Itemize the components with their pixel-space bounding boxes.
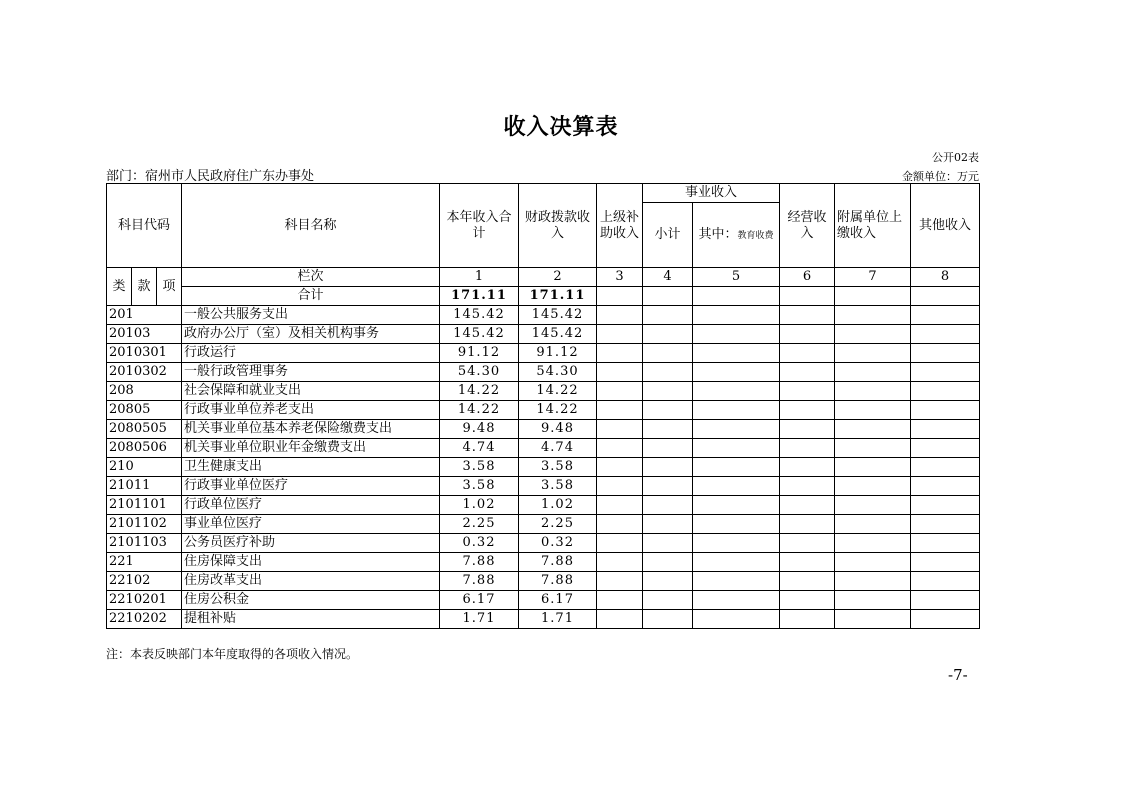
col-num-8: 8 xyxy=(911,268,980,287)
footnote: 注：本表反映部门本年度取得的各项收入情况。 xyxy=(106,647,359,661)
empty-cell xyxy=(597,420,643,439)
empty-cell xyxy=(911,382,980,401)
empty-cell xyxy=(597,458,643,477)
empty-cell xyxy=(597,439,643,458)
row-total: 14.22 xyxy=(440,401,519,420)
row-total: 0.32 xyxy=(440,534,519,553)
row-total: 14.22 xyxy=(440,382,519,401)
empty-cell xyxy=(643,572,693,591)
row-fiscal: 1.71 xyxy=(519,610,597,629)
empty-cell xyxy=(597,496,643,515)
row-code: 2101101 xyxy=(107,496,182,515)
empty-cell xyxy=(911,572,980,591)
header-upper: 上级补助收入 xyxy=(597,184,643,268)
row-total: 6.17 xyxy=(440,591,519,610)
empty-cell xyxy=(693,287,780,306)
total-row-total: 171.11 xyxy=(440,287,519,306)
table-row xyxy=(107,477,980,496)
empty-cell xyxy=(693,572,780,591)
header-education-fee: 教育收费 xyxy=(737,230,774,241)
row-name: 行政单位医疗 xyxy=(182,496,440,515)
empty-cell xyxy=(835,401,911,420)
row-fiscal: 14.22 xyxy=(519,401,597,420)
header-subtotal: 小计 xyxy=(643,203,693,268)
row-total: 91.12 xyxy=(440,344,519,363)
table-row xyxy=(107,382,980,401)
empty-cell xyxy=(693,344,780,363)
empty-cell xyxy=(693,439,780,458)
empty-cell xyxy=(597,306,643,325)
row-total: 145.42 xyxy=(440,306,519,325)
row-code: 221 xyxy=(107,553,182,572)
row-total: 3.58 xyxy=(440,458,519,477)
empty-cell xyxy=(780,496,835,515)
row-name: 一般公共服务支出 xyxy=(182,306,440,325)
row-fiscal: 145.42 xyxy=(519,325,597,344)
empty-cell xyxy=(911,534,980,553)
empty-cell xyxy=(597,591,643,610)
row-fiscal: 7.88 xyxy=(519,572,597,591)
row-fiscal: 7.88 xyxy=(519,553,597,572)
empty-cell xyxy=(911,363,980,382)
page-number: -7- xyxy=(948,666,968,684)
row-fiscal: 91.12 xyxy=(519,344,597,363)
header-code: 科目代码 xyxy=(107,184,182,268)
empty-cell xyxy=(597,477,643,496)
empty-cell xyxy=(693,477,780,496)
row-fiscal: 6.17 xyxy=(519,591,597,610)
empty-cell xyxy=(693,496,780,515)
empty-cell xyxy=(911,477,980,496)
row-code: 2101102 xyxy=(107,515,182,534)
table-row xyxy=(107,439,980,458)
col-num-2: 2 xyxy=(519,268,597,287)
table-row xyxy=(107,363,980,382)
empty-cell xyxy=(643,458,693,477)
empty-cell xyxy=(643,306,693,325)
empty-cell xyxy=(911,610,980,629)
header-other: 其他收入 xyxy=(911,184,980,268)
row-name: 行政运行 xyxy=(182,344,440,363)
empty-cell xyxy=(643,610,693,629)
table-row xyxy=(107,325,980,344)
empty-cell xyxy=(643,477,693,496)
row-name: 住房公积金 xyxy=(182,591,440,610)
empty-cell xyxy=(597,553,643,572)
empty-cell xyxy=(780,572,835,591)
row-name: 卫生健康支出 xyxy=(182,458,440,477)
empty-cell xyxy=(911,515,980,534)
empty-cell xyxy=(780,401,835,420)
header-section: 款 xyxy=(132,268,157,306)
row-code: 201 xyxy=(107,306,182,325)
row-total: 145.42 xyxy=(440,325,519,344)
row-total: 3.58 xyxy=(440,477,519,496)
table-row xyxy=(107,534,980,553)
empty-cell xyxy=(911,496,980,515)
row-total: 54.30 xyxy=(440,363,519,382)
empty-cell xyxy=(693,534,780,553)
empty-cell xyxy=(597,534,643,553)
empty-cell xyxy=(693,458,780,477)
total-row-label: 合计 xyxy=(182,287,440,306)
empty-cell xyxy=(835,382,911,401)
row-name: 提租补贴 xyxy=(182,610,440,629)
empty-cell xyxy=(597,344,643,363)
empty-cell xyxy=(835,363,911,382)
col-num-5: 5 xyxy=(693,268,780,287)
row-name: 一般行政管理事务 xyxy=(182,363,440,382)
row-total: 4.74 xyxy=(440,439,519,458)
table-row xyxy=(107,344,980,363)
empty-cell xyxy=(780,325,835,344)
header-class: 类 xyxy=(107,268,132,306)
unit-label: 金额单位：万元 xyxy=(902,170,979,183)
row-name: 公务员医疗补助 xyxy=(182,534,440,553)
row-total: 9.48 xyxy=(440,420,519,439)
empty-cell xyxy=(693,401,780,420)
empty-cell xyxy=(911,325,980,344)
empty-cell xyxy=(835,591,911,610)
header-total: 本年收入合计 xyxy=(440,184,519,268)
header-operating: 经营收入 xyxy=(780,184,835,268)
empty-cell xyxy=(780,382,835,401)
empty-cell xyxy=(835,344,911,363)
row-name: 住房改革支出 xyxy=(182,572,440,591)
empty-cell xyxy=(643,515,693,534)
col-num-3: 3 xyxy=(597,268,643,287)
empty-cell xyxy=(780,344,835,363)
empty-cell xyxy=(911,420,980,439)
empty-cell xyxy=(911,401,980,420)
row-name: 事业单位医疗 xyxy=(182,515,440,534)
header-item: 项 xyxy=(157,268,182,306)
table-row xyxy=(107,553,980,572)
empty-cell xyxy=(780,420,835,439)
empty-cell xyxy=(597,382,643,401)
row-code: 208 xyxy=(107,382,182,401)
empty-cell xyxy=(597,515,643,534)
header-column-no: 栏次 xyxy=(182,268,440,287)
table-row xyxy=(107,401,980,420)
header-affiliated: 附属单位上缴收入 xyxy=(835,184,911,268)
empty-cell xyxy=(643,382,693,401)
row-code: 2010302 xyxy=(107,363,182,382)
department-label: 部门：宿州市人民政府住广东办事处 xyxy=(106,169,315,184)
row-code: 210 xyxy=(107,458,182,477)
row-total: 7.88 xyxy=(440,553,519,572)
empty-cell xyxy=(597,610,643,629)
empty-cell xyxy=(835,287,911,306)
empty-cell xyxy=(643,534,693,553)
row-fiscal: 4.74 xyxy=(519,439,597,458)
table-row xyxy=(107,306,980,325)
empty-cell xyxy=(835,306,911,325)
row-code: 21011 xyxy=(107,477,182,496)
empty-cell xyxy=(780,287,835,306)
row-total: 2.25 xyxy=(440,515,519,534)
empty-cell xyxy=(911,439,980,458)
row-fiscal: 3.58 xyxy=(519,458,597,477)
empty-cell xyxy=(835,477,911,496)
table-row xyxy=(107,496,980,515)
row-fiscal: 1.02 xyxy=(519,496,597,515)
empty-cell xyxy=(643,401,693,420)
income-table xyxy=(106,183,980,629)
total-row-fiscal: 171.11 xyxy=(519,287,597,306)
col-num-4: 4 xyxy=(643,268,693,287)
empty-cell xyxy=(597,401,643,420)
empty-cell xyxy=(597,363,643,382)
empty-cell xyxy=(643,363,693,382)
row-code: 2080506 xyxy=(107,439,182,458)
empty-cell xyxy=(780,439,835,458)
header-fiscal: 财政拨款收入 xyxy=(519,184,597,268)
row-name: 机关事业单位基本养老保险缴费支出 xyxy=(182,420,440,439)
empty-cell xyxy=(780,591,835,610)
empty-cell xyxy=(780,515,835,534)
empty-cell xyxy=(643,553,693,572)
row-total: 1.71 xyxy=(440,610,519,629)
empty-cell xyxy=(643,591,693,610)
table-row xyxy=(107,458,980,477)
table-row xyxy=(107,610,980,629)
empty-cell xyxy=(597,572,643,591)
row-code: 2101103 xyxy=(107,534,182,553)
row-fiscal: 2.25 xyxy=(519,515,597,534)
empty-cell xyxy=(643,325,693,344)
row-name: 社会保障和就业支出 xyxy=(182,382,440,401)
empty-cell xyxy=(911,344,980,363)
empty-cell xyxy=(780,534,835,553)
empty-cell xyxy=(597,287,643,306)
empty-cell xyxy=(780,363,835,382)
row-total: 7.88 xyxy=(440,572,519,591)
col-num-7: 7 xyxy=(835,268,911,287)
empty-cell xyxy=(835,553,911,572)
table-row xyxy=(107,420,980,439)
empty-cell xyxy=(835,610,911,629)
row-fiscal: 54.30 xyxy=(519,363,597,382)
row-name: 行政事业单位医疗 xyxy=(182,477,440,496)
empty-cell xyxy=(780,458,835,477)
row-fiscal: 3.58 xyxy=(519,477,597,496)
header-name: 科目名称 xyxy=(182,184,440,268)
row-total: 1.02 xyxy=(440,496,519,515)
page-title: 收入决算表 xyxy=(503,115,619,140)
empty-cell xyxy=(911,306,980,325)
empty-cell xyxy=(911,458,980,477)
row-name: 住房保障支出 xyxy=(182,553,440,572)
empty-cell xyxy=(693,382,780,401)
empty-cell xyxy=(693,515,780,534)
empty-cell xyxy=(693,363,780,382)
empty-cell xyxy=(693,591,780,610)
empty-cell xyxy=(693,420,780,439)
form-number: 公开02表 xyxy=(932,151,979,164)
empty-cell xyxy=(835,572,911,591)
empty-cell xyxy=(693,306,780,325)
row-fiscal: 0.32 xyxy=(519,534,597,553)
empty-cell xyxy=(693,325,780,344)
row-code: 2010301 xyxy=(107,344,182,363)
empty-cell xyxy=(643,439,693,458)
empty-cell xyxy=(835,439,911,458)
row-fiscal: 14.22 xyxy=(519,382,597,401)
empty-cell xyxy=(780,610,835,629)
row-fiscal: 145.42 xyxy=(519,306,597,325)
empty-cell xyxy=(835,496,911,515)
empty-cell xyxy=(597,325,643,344)
empty-cell xyxy=(911,591,980,610)
empty-cell xyxy=(835,458,911,477)
empty-cell xyxy=(643,496,693,515)
table-row xyxy=(107,515,980,534)
row-fiscal: 9.48 xyxy=(519,420,597,439)
header-business: 事业收入 xyxy=(643,184,780,203)
header-of-which: 其中： xyxy=(698,226,738,242)
table-row xyxy=(107,572,980,591)
empty-cell xyxy=(780,477,835,496)
empty-cell xyxy=(643,287,693,306)
table-row xyxy=(107,591,980,610)
empty-cell xyxy=(643,344,693,363)
empty-cell xyxy=(693,610,780,629)
row-code: 20805 xyxy=(107,401,182,420)
row-code: 20103 xyxy=(107,325,182,344)
row-name: 行政事业单位养老支出 xyxy=(182,401,440,420)
col-num-1: 1 xyxy=(440,268,519,287)
col-num-6: 6 xyxy=(780,268,835,287)
row-code: 2210201 xyxy=(107,591,182,610)
row-code: 2210202 xyxy=(107,610,182,629)
empty-cell xyxy=(835,420,911,439)
row-code: 22102 xyxy=(107,572,182,591)
empty-cell xyxy=(835,515,911,534)
empty-cell xyxy=(693,553,780,572)
empty-cell xyxy=(780,553,835,572)
row-name: 机关事业单位职业年金缴费支出 xyxy=(182,439,440,458)
row-code: 2080505 xyxy=(107,420,182,439)
empty-cell xyxy=(780,306,835,325)
empty-cell xyxy=(835,325,911,344)
empty-cell xyxy=(911,287,980,306)
header-education xyxy=(693,203,780,268)
empty-cell xyxy=(643,420,693,439)
empty-cell xyxy=(835,534,911,553)
empty-cell xyxy=(911,553,980,572)
row-name: 政府办公厅（室）及相关机构事务 xyxy=(182,325,440,344)
